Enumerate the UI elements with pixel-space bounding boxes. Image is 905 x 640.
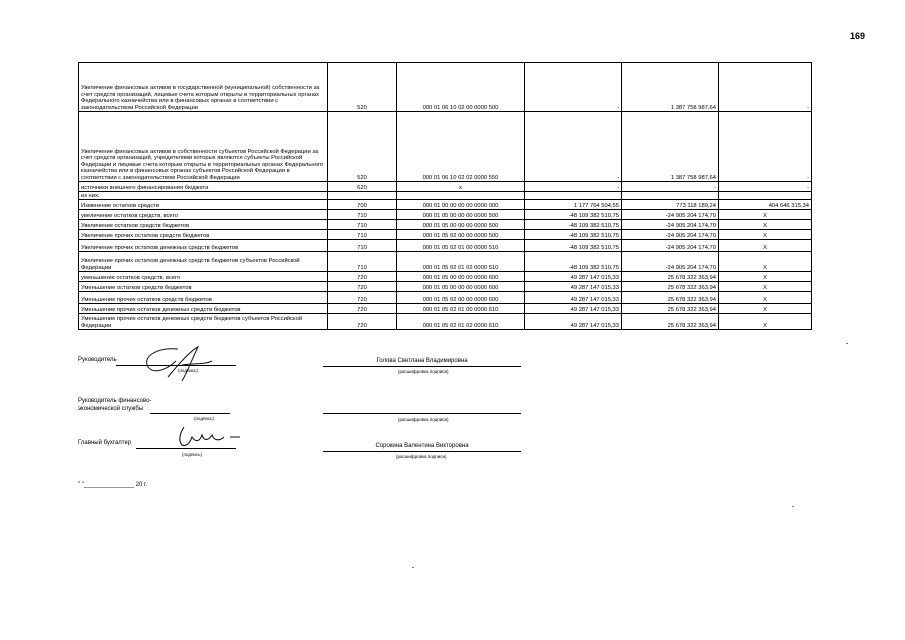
- scan-speck: [792, 506, 794, 507]
- chief-accountant-label: Главный бухгалтер: [78, 440, 132, 446]
- row-kbk: 000 01 05 00 00 00 0000 500: [397, 210, 525, 220]
- head-name-caption: (расшифровка подписи): [398, 369, 449, 374]
- row-kbk: х: [397, 182, 525, 192]
- head-name: Голова Светлана Владимировна: [376, 358, 468, 364]
- row-approved: 49 287 147 015,33: [525, 272, 622, 282]
- chief-accountant-name-caption: (расшифровка подписи): [396, 454, 447, 459]
- scan-speck: [412, 567, 414, 568]
- table-row: [79, 200, 812, 210]
- head-label: Руководитель: [78, 357, 117, 363]
- row-unexecuted: [719, 192, 812, 200]
- row-code: 720: [328, 272, 397, 282]
- finance-head-name-line: [323, 413, 521, 414]
- row-approved: -48 109 382 510,75: [525, 230, 622, 240]
- row-unexecuted: X: [719, 314, 812, 330]
- row-name: Увеличение прочих остатков средств бюджетов: [79, 230, 328, 240]
- finance-head-label-1: Руководитель финансово-: [78, 398, 152, 404]
- row-code: 710: [328, 240, 397, 252]
- table-row: [79, 112, 812, 182]
- row-unexecuted: X: [719, 230, 812, 240]
- row-unexecuted: 404 646 315,34: [719, 200, 812, 210]
- row-kbk: 000 01 05 02 00 00 0000 600: [397, 292, 525, 304]
- row-executed: 1 387 758 987,64: [622, 63, 719, 112]
- table-row: [79, 304, 812, 314]
- row-code: [328, 192, 397, 200]
- head-sign-caption: (подпись): [178, 368, 199, 373]
- row-executed: 773 118 189,24: [622, 200, 719, 210]
- row-unexecuted: X: [719, 282, 812, 292]
- finance-head-sign-caption: (подпись): [194, 416, 215, 421]
- row-code: 720: [328, 292, 397, 304]
- row-code: 710: [328, 230, 397, 240]
- table-row: [79, 252, 812, 272]
- row-name: уменьшение остатков средств, всего: [79, 272, 328, 282]
- row-kbk: 000 01 06 10 02 00 0000 500: [397, 63, 525, 112]
- row-executed: 25 678 322 363,94: [622, 282, 719, 292]
- sources-table: [78, 62, 812, 330]
- row-approved: -48 109 382 510,75: [525, 252, 622, 272]
- row-code: 710: [328, 252, 397, 272]
- row-unexecuted: X: [719, 210, 812, 220]
- table-row: [79, 240, 812, 252]
- row-code: 620: [328, 182, 397, 192]
- row-executed: 25 678 322 363,94: [622, 292, 719, 304]
- row-code: 700: [328, 200, 397, 210]
- row-name: Увеличение финансовых активов в собственности субъектов Российской Федерации за счет средств организаций, учредителями которых являются субъекты Российской Федерации и лицевые счета которым открыты в территориальных органах Федерального казначейства или в финансовых органах субъектов Российской Федерации в соответствии с законодательством Российской Федерации: [79, 112, 328, 182]
- row-unexecuted: X: [719, 292, 812, 304]
- row-kbk: 000 01 05 00 00 00 0000 500: [397, 220, 525, 230]
- row-code: 720: [328, 314, 397, 330]
- row-unexecuted: X: [719, 272, 812, 282]
- row-kbk: 000 01 00 00 00 00 0000 000: [397, 200, 525, 210]
- row-executed: 25 678 322 363,94: [622, 314, 719, 330]
- row-code: 720: [328, 282, 397, 292]
- row-executed: 25 678 322 363,94: [622, 304, 719, 314]
- finance-head-sign-line: [150, 413, 230, 414]
- row-name: Изменение остатков средств: [79, 200, 328, 210]
- row-approved: 49 287 147 015,33: [525, 292, 622, 304]
- row-name: источники внешнего финансирования бюджета: [79, 182, 328, 192]
- row-approved: [525, 192, 622, 200]
- row-unexecuted: X: [719, 252, 812, 272]
- row-executed: -24 905 204 174,70: [622, 220, 719, 230]
- row-unexecuted: X: [719, 304, 812, 314]
- row-approved: 49 287 147 015,33: [525, 304, 622, 314]
- chief-accountant-sign-caption: (подпись): [182, 452, 203, 457]
- row-name: из них:: [79, 192, 328, 200]
- finance-head-name-caption: (расшифровка подписи): [398, 417, 449, 422]
- row-approved: 49 287 147 015,33: [525, 314, 622, 330]
- finance-head-label-2: экономической службы: [78, 406, 144, 412]
- table-row: [79, 182, 812, 192]
- row-kbk: [397, 192, 525, 200]
- row-name: Уменьшение прочих остатков средств бюджетов: [79, 292, 328, 304]
- row-approved: -48 109 382 510,75: [525, 220, 622, 230]
- row-unexecuted: -: [719, 63, 812, 112]
- table-row: [79, 192, 812, 200]
- table-row: [79, 292, 812, 304]
- row-code: 710: [328, 210, 397, 220]
- row-name: Увеличение финансовых активов в государственной (муниципальной) собственности за счет средств организаций, лицевые счета которым открыты в территориальных органах Федерального казначейства или в финансовых органах в соответствии с законодательством Российской Федерации: [79, 63, 328, 112]
- row-approved: 49 287 147 015,33: [525, 282, 622, 292]
- row-kbk: 000 01 05 02 01 02 0000 610: [397, 314, 525, 330]
- chief-accountant-name-line: [323, 451, 521, 452]
- row-code: 720: [328, 304, 397, 314]
- row-approved: 1 177 764 504,55: [525, 200, 622, 210]
- row-executed: -24 905 204 174,70: [622, 230, 719, 240]
- table-row: [79, 220, 812, 230]
- row-kbk: 000 01 05 02 01 00 0000 510: [397, 240, 525, 252]
- row-code: 710: [328, 220, 397, 230]
- table-row: [79, 272, 812, 282]
- row-kbk: 000 01 05 00 00 00 0000 600: [397, 282, 525, 292]
- page-number: 169: [849, 31, 865, 41]
- row-approved: -: [525, 182, 622, 192]
- row-approved: -48 109 382 510,75: [525, 210, 622, 220]
- table-body: [79, 63, 812, 330]
- row-code: 520: [328, 112, 397, 182]
- row-approved: -48 109 382 510,75: [525, 240, 622, 252]
- table-row: [79, 230, 812, 240]
- row-name: Уменьшение прочих остатков денежных средств бюджетов субъектов Российской Федерации: [79, 314, 328, 330]
- row-executed: 25 678 322 363,94: [622, 272, 719, 282]
- row-name: увеличение остатков средств, всего: [79, 210, 328, 220]
- row-name: Увеличение прочих остатков денежных средств бюджетов: [79, 240, 328, 252]
- row-kbk: 000 01 05 02 01 02 0000 510: [397, 252, 525, 272]
- row-unexecuted: X: [719, 240, 812, 252]
- row-name: Увеличение остатков средств бюджетов: [79, 220, 328, 230]
- row-approved: -: [525, 63, 622, 112]
- row-kbk: 000 01 05 02 00 00 0000 500: [397, 230, 525, 240]
- head-signature: [138, 343, 218, 385]
- row-code: 520: [328, 63, 397, 112]
- row-executed: -24 905 204 174,70: [622, 252, 719, 272]
- row-executed: -24 905 204 174,70: [622, 240, 719, 252]
- row-approved: -: [525, 112, 622, 182]
- chief-accountant-signature: [168, 423, 248, 453]
- row-unexecuted: X: [719, 220, 812, 230]
- date-line: " "_______________ 20 г.: [78, 482, 148, 488]
- table-row: [79, 63, 812, 112]
- row-unexecuted: -: [719, 182, 812, 192]
- row-executed: 1 387 758 987,64: [622, 112, 719, 182]
- table-row: [79, 282, 812, 292]
- row-executed: -24 905 204 174,70: [622, 210, 719, 220]
- chief-accountant-name: Сорокина Валентина Викторовна: [375, 443, 469, 449]
- table-row: [79, 314, 812, 330]
- table-row: [79, 210, 812, 220]
- head-name-line: [323, 366, 521, 367]
- row-name: Уменьшение прочих остатков денежных средств бюджетов: [79, 304, 328, 314]
- row-executed: [622, 192, 719, 200]
- row-kbk: 000 01 06 10 02 02 0000 550: [397, 112, 525, 182]
- row-name: Уменьшение остатков средств бюджетов: [79, 282, 328, 292]
- row-unexecuted: -: [719, 112, 812, 182]
- row-kbk: 000 01 05 02 01 00 0000 610: [397, 304, 525, 314]
- row-name: Увеличение прочих остатков денежных средств бюджетов субъектов Российской Федерации: [79, 252, 328, 272]
- row-executed: -: [622, 182, 719, 192]
- scan-speck: [846, 343, 848, 344]
- row-kbk: 000 01 05 00 00 00 0000 600: [397, 272, 525, 282]
